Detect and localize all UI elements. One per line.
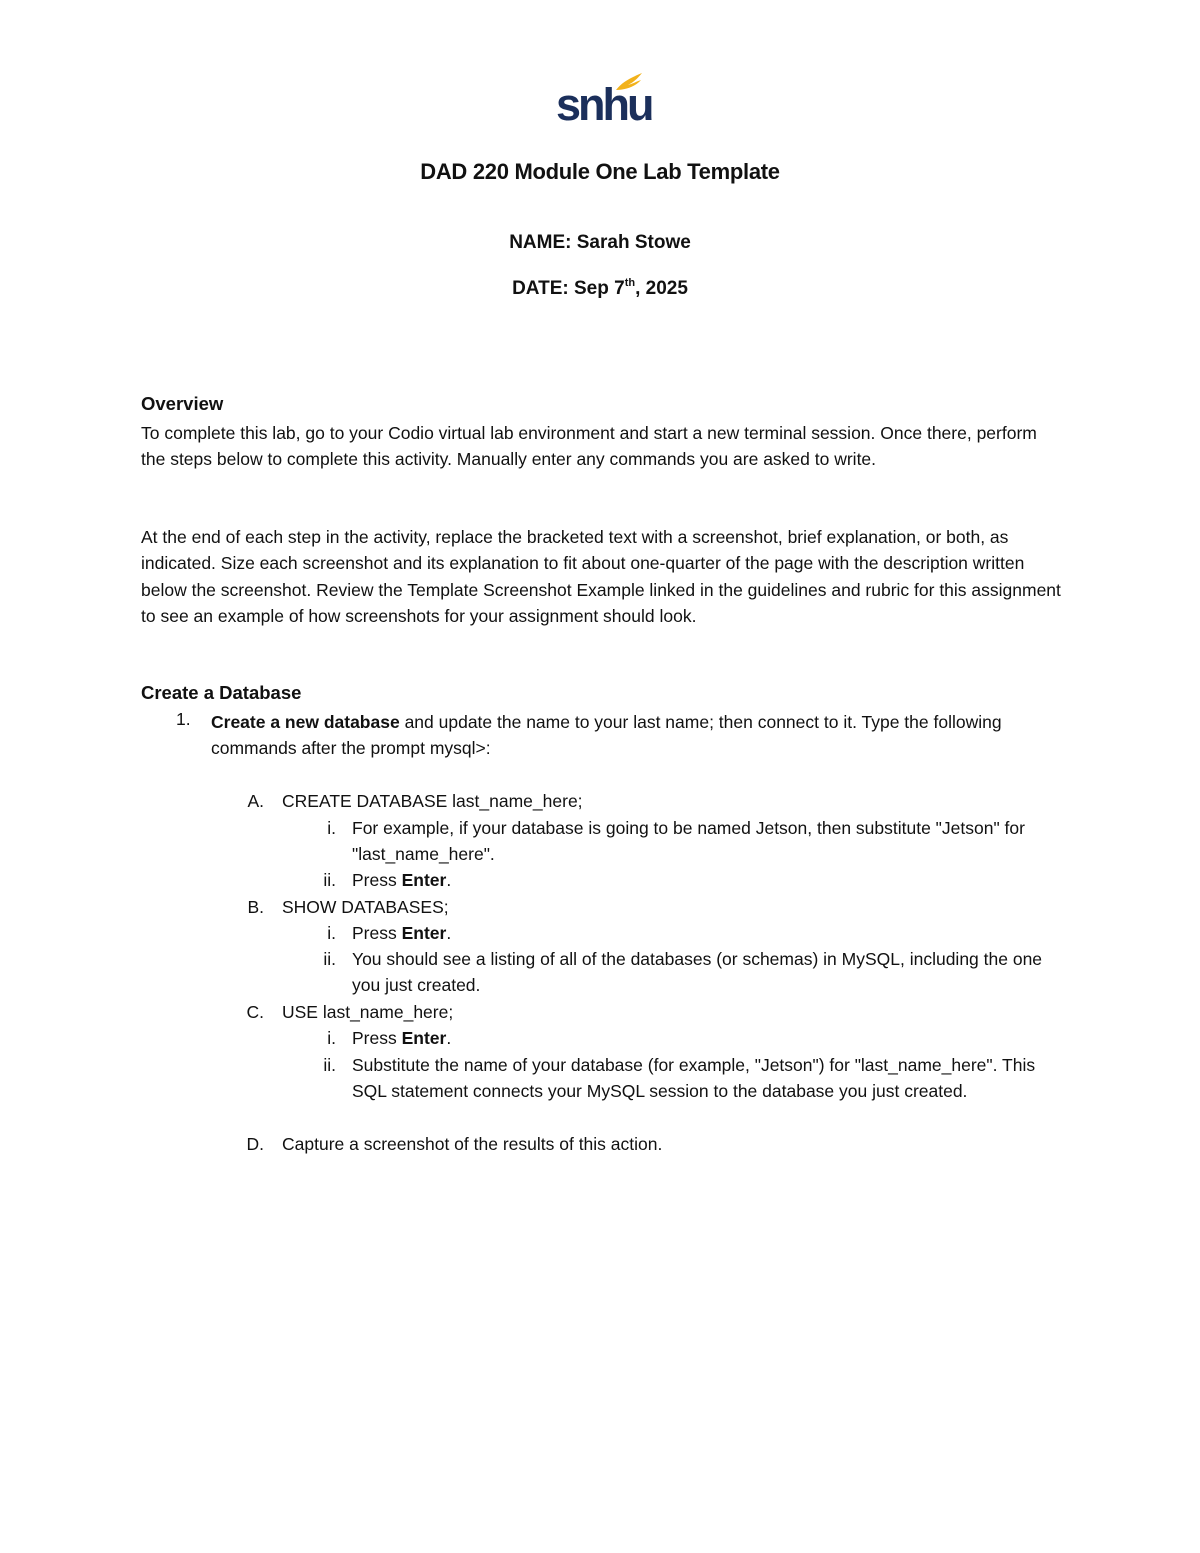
item-b-i-marker: i. — [327, 923, 336, 943]
snhu-logo — [548, 72, 652, 138]
item-c-i-marker: i. — [327, 1028, 336, 1048]
item-b-marker: B. — [247, 897, 264, 917]
step-number: 1. — [176, 709, 191, 729]
item-a-text: CREATE DATABASE last_name_here; — [282, 791, 583, 811]
period: . — [446, 870, 452, 890]
overview-heading: Overview — [141, 393, 224, 414]
date-ordinal: th — [624, 277, 636, 289]
date-suffix: , 2025 — [635, 278, 688, 299]
overview-paragraph-1: To complete this lab, go to your Codio virtual lab environment and start a new terminal session. Once there, perform the steps below to complete this activity. Manually enter any commands you are asked to write. — [141, 423, 1037, 470]
logo-text: snhu — [556, 79, 652, 130]
item-c-i-text — [352, 1025, 1064, 1051]
step-1-bold: Create a new database — [211, 712, 400, 732]
item-a-ii-text — [352, 867, 1064, 893]
period: . — [446, 1028, 452, 1048]
document-date — [0, 278, 1200, 300]
press-label: Press — [352, 923, 402, 943]
item-c-text: USE last_name_here; — [282, 1002, 454, 1022]
student-name: NAME: Sarah Stowe — [509, 232, 691, 253]
item-b-ii-marker: ii. — [323, 949, 336, 969]
item-a-i-text: For example, if your database is going to be named Jetson, then substitute "Jetson" for "last_name_here". — [352, 818, 1025, 865]
enter-key-label: Enter — [401, 870, 447, 890]
item-a-marker: A. — [247, 791, 264, 811]
item-d-marker: D. — [246, 1134, 264, 1154]
item-c-ii-text: Substitute the name of your database (for example, "Jetson") for "last_name_here". This SQL statement connects your MySQL session to the database you just created. — [352, 1055, 1036, 1102]
item-b-text: SHOW DATABASES; — [282, 897, 449, 917]
create-database-heading: Create a Database — [141, 682, 302, 703]
period: . — [446, 923, 452, 943]
item-b-i-text — [352, 920, 1064, 946]
item-a-ii-marker: ii. — [323, 870, 336, 890]
item-c-ii-marker: ii. — [323, 1055, 336, 1075]
item-d-text: Capture a screenshot of the results of this action. — [282, 1134, 663, 1154]
overview-paragraph-2: At the end of each step in the activity, replace the bracketed text with a screenshot, brief explanation, or both, as indicated. Size each screenshot and its explanation to fit about one-quarter of the page with the description written below the screenshot. Review the Template Screenshot Example linked in the guidelines and rubric for this assignment to see an example of how screenshots for your assignment should look. — [141, 527, 1061, 626]
enter-key-label: Enter — [401, 923, 447, 943]
press-label: Press — [352, 870, 402, 890]
document-title: DAD 220 Module One Lab Template — [420, 159, 780, 184]
item-a-i-marker: i. — [327, 818, 336, 838]
step-1-rest: and update the name to your last name; then connect to it. Type the following commands after the prompt mysql>: — [211, 712, 1002, 759]
enter-key-label: Enter — [401, 1028, 447, 1048]
step-1-text — [211, 709, 1061, 762]
date-prefix: DATE: Sep 7 — [512, 278, 625, 299]
item-b-ii-text: You should see a listing of all of the databases (or schemas) in MySQL, including the one you just created. — [352, 949, 1043, 996]
item-c-marker: C. — [246, 1002, 264, 1022]
press-label: Press — [352, 1028, 402, 1048]
